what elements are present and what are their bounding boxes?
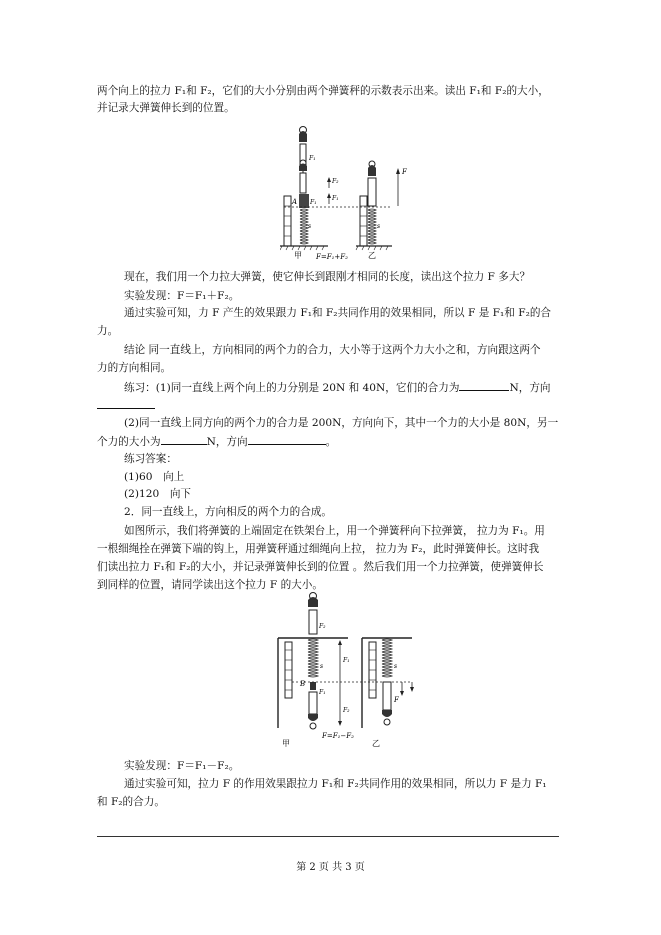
paragraph-line: 结论 同一直线上，方向相同的两个力的合力，大小等于这两个力大小之和，方向跟这两个	[124, 344, 541, 356]
label-f1-arrow: F₁	[332, 195, 339, 202]
label-f1-scale: F₁	[319, 689, 326, 696]
label-b: B	[300, 680, 306, 688]
exercise-line	[97, 434, 336, 449]
label-f: F	[402, 168, 407, 176]
label-f2: F₂	[319, 623, 326, 630]
paragraph-line: 练习答案：	[124, 453, 177, 465]
paragraph-line: 力的方向相同。	[97, 362, 172, 374]
label-f: F	[394, 696, 399, 704]
paragraph-line: 2．同一直线上，方向相反的两个力的合成。	[124, 506, 333, 518]
paragraph-line: 如图所示，我们将弹簧的上端固定在铁架台上，用一个弹簧秤向下拉弹簧， 拉力为 F₁。用	[124, 525, 545, 537]
label-s-right: s	[377, 223, 381, 230]
label-f1-arrow: F₁	[343, 657, 350, 664]
label-f2-arrow: F₂	[343, 707, 350, 714]
exercise-text: N，方向	[509, 382, 551, 394]
formula: F=F₁−F₂	[322, 732, 354, 740]
paragraph-line: (2)同一直线上同方向的两个力的合力是 200N，方向向下，其中一个力的大小是 80N，另一	[124, 417, 559, 429]
exercise-text: 。	[325, 436, 337, 448]
formula: F=F₁+F₂	[316, 253, 348, 261]
paragraph-line: 和 F₂的合力。	[97, 796, 165, 808]
answer-blank[interactable]	[161, 434, 207, 445]
paragraph-line: 并记录大弹簧伸长到的位置。	[97, 102, 235, 114]
footer-divider	[97, 836, 559, 837]
paragraph-line: 一根细绳拴在弹簧下端的钩上，用弹簧秤通过细绳向上拉， 拉力为 F₂，此时弹簧伸长。这时我	[97, 543, 540, 555]
label-s-right: s	[394, 663, 398, 670]
exercise-text: N，方向	[206, 436, 248, 448]
label-s: s	[320, 663, 324, 670]
figure-spring-same-direction	[280, 118, 430, 264]
label-f2: F₂	[332, 178, 339, 185]
label-yi: 乙	[372, 739, 380, 748]
answer-blank[interactable]	[248, 434, 326, 445]
label-s: s	[308, 223, 312, 230]
paragraph-line: 实验发现：F＝F₁＋F₂。	[124, 290, 240, 302]
paragraph-line: 两个向上的拉力 F₁和 F₂，它们的大小分别由两个弹簧秤的示数表示出来。读出 F₁和 F₂的大小，	[97, 85, 549, 97]
answer-blank[interactable]	[97, 398, 155, 409]
label-a: A	[292, 198, 298, 206]
paragraph-line: 到同样的位置，请同学读出这个拉力 F 的大小。	[97, 579, 323, 591]
page-number: 第 2 页 共 3 页	[296, 862, 365, 873]
label-jia: 甲	[294, 251, 302, 260]
label-f1-upper: F₁	[309, 155, 316, 162]
figure-spring-opposite-direction	[270, 590, 430, 750]
paragraph-line: (1)60 向上	[124, 471, 185, 483]
label-yi: 乙	[368, 251, 376, 260]
label-jia: 甲	[282, 739, 290, 748]
paragraph-line: 们读出拉力 F₁和 F₂的大小，并记录弹簧伸长到的位置 。然后我们用一个力拉弹簧，使弹簧伸长	[97, 561, 544, 573]
paragraph-line: 通过实验可知，拉力 F 的作用效果跟拉力 F₁和 F₂共同作用的效果相同，所以力 F 是力 F₁	[124, 778, 547, 790]
exercise-text: 练习：(1)同一直线上两个向上的力分别是 20N 和 40N，它们的合力为	[124, 382, 460, 394]
label-f1: F₁	[310, 199, 317, 206]
exercise-line	[124, 380, 551, 395]
paragraph-line: 力。	[97, 325, 119, 337]
paragraph-line: 现在，我们用一个力拉大弹簧，使它伸长到跟刚才相同的长度，读出这个拉力 F 多大？	[124, 271, 531, 283]
paragraph-line: (2)120 向下	[124, 488, 192, 500]
exercise-line	[97, 398, 155, 413]
exercise-text: 个力的大小为	[97, 436, 161, 448]
paragraph-line: 实验发现：F＝F₁－F₂。	[124, 760, 240, 772]
paragraph-line: 通过实验可知，力 F 产生的效果跟力 F₁和 F₂共同作用的效果相同，所以 F 是 F₁和 F₂的合	[124, 307, 552, 319]
answer-blank[interactable]	[459, 380, 509, 391]
